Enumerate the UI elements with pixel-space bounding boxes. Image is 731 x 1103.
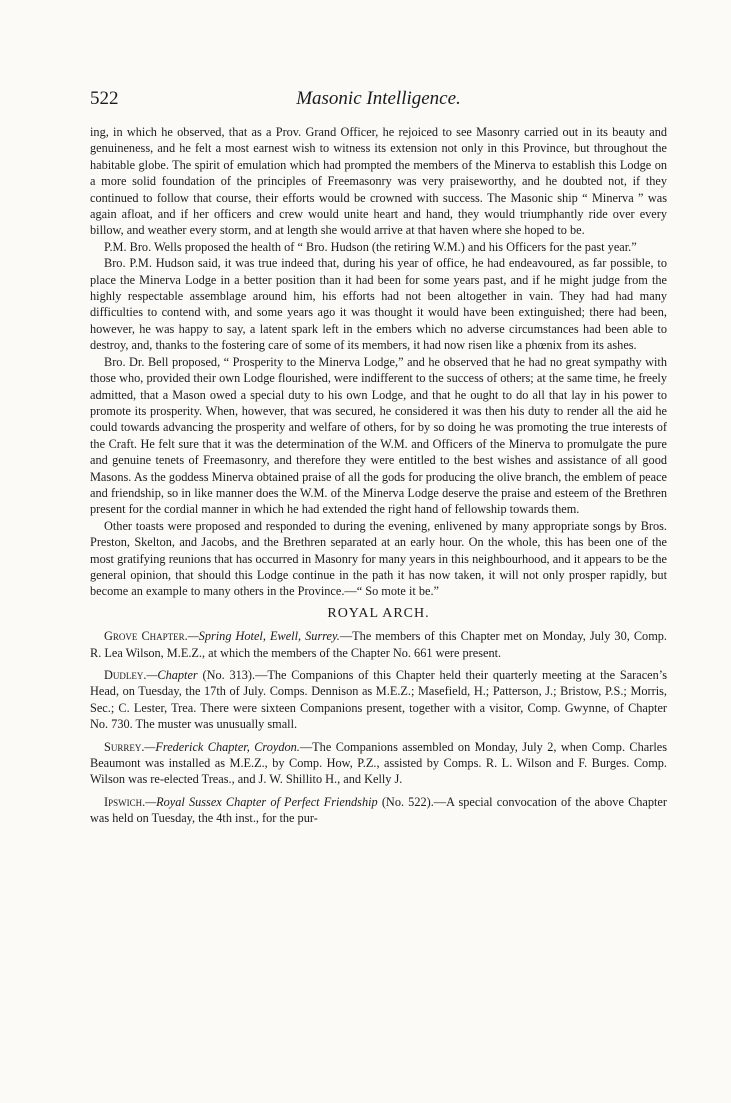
chapter-place: Surrey. [104,739,145,754]
page-number: 522 [90,88,119,109]
chapter-report-ipswich [90,794,667,827]
chapter-report-dudley [90,667,667,733]
chapter-text: (No. 313).—The Companions of this Chapter held their quarterly meeting at the Saracen’s Head, on Tuesday, the 17th of July. Comps. Dennison as M.E.Z.; Masefield, H.; Patterson, J.; Bristow, P.S.; Morris, Sec.; C. Lester, Trea. There were sixteen Companions present, together with a visitor, Comp. Gwynne, of Chapter No. 730. The muster was unusually small. [90,668,667,732]
chapter-text: —The members of this Chapter met on Monday, July 30, Comp. R. Lea Wilson, M.E.Z., at which the members of the Chapter No. 661 were present. [90,629,667,660]
article-body [90,124,667,827]
chapter-text: (No. 522).—A special convocation of the above Chapter was held on Tuesday, the 4th inst., for the pur- [90,794,667,826]
paragraph-continued: ing, in which he observed, that as a Prov. Grand Officer, he rejoiced to see Masonry carried out in its beauty and genuineness, and he felt a most earnest wish to witness its extension not only in this Province, but throughout the habitable globe. The spirit of emulation which had prompted the members of the Minerva to establish this Lodge on a more solid foundation of the principles of Freemasonry was very praiseworthy, and he doubted not, if they continued to follow that course, their efforts would be crowned with success. The Masonic ship “ Minerva ” was again afloat, and if her officers and crew would unite heart and hand, they would triumphantly ride over every billow, and weather every storm, and at length she would arrive at that haven where she hoped to be. [90,125,667,238]
running-title: Masonic Intelligence. [296,88,461,109]
chapter-name: —Royal Sussex Chapter of Perfect Friendship [145,794,378,809]
chapter-name: —Spring Hotel, Ewell, Surrey. [187,629,340,644]
paragraph-wells-toast: P.M. Bro. Wells proposed the health of “ Bro. Hudson (the retiring W.M.) and his Officers for the past year.” [104,239,637,254]
chapter-report-grove [90,628,667,661]
chapter-name: —Frederick Chapter, Croydon. [144,739,300,754]
chapter-place: Ipswich. [104,794,146,809]
chapter-place: Grove Chapter. [104,629,188,644]
chapter-name: —Chapter [146,668,198,682]
section-heading-royal-arch: ROYAL ARCH. [327,605,430,621]
chapter-report-surrey [90,739,667,788]
chapter-place: Dudley. [104,668,147,682]
paragraph-other-toasts: Other toasts were proposed and responded to during the evening, enlivened by many appropriate songs by Bros. Preston, Skelton, and Jacobs, and the Brethren separated at an early hour. On the whole, this has been one of the most gratifying reunions that has occurred in Masonry for many years in this neighbourhood, and it appears to be the general opinion, that should this Lodge continue in the path it has now taken, it will not only prosper rapidly, but become an example to many others in the Province.—“ So mote it be.” [90,518,667,599]
running-head [90,88,667,114]
chapter-text: —The Companions assembled on Monday, July 2, when Comp. Charles Beaumont was installed as M.E.Z., by Comp. How, P.Z., assisted by Comps. R. L. Wilson and F. Burges. Comp. Wilson was re-elected Treas., and J. W. Shillito H., and Kelly J. [90,739,667,787]
paragraph-bell-toast: Bro. Dr. Bell proposed, “ Prosperity to the Minerva Lodge,” and he observed that he had no great sympathy with those who, provided their own Lodge flourished, were indifferent to the success of others; at the same time, he freely admitted, that a Mason owed a special duty to his own Lodge, and that he ought to do all that lay in his power to promote its prosperity. When, however, that was secured, he considered it was then his duty to render all the aid he could towards advancing the prosperity and welfare of others, for by so doing he was promoting the true interests of the Craft. He felt sure that it was the determination of the W.M. and Officers of the Minerva to promulgate the pure and genuine tenets of Freemasonry, and therefore they were entitled to the best wishes and assistance of all good Masons. As the goddess Minerva obtained praise of all the gods for producing the olive branch, the emblem of peace and friendship, so in like manner does the W.M. of the Minerva Lodge deserve the praise and esteem of the Brethren present for the cordial manner in which he had extended the right hand of fellowship towards them. [90,354,667,517]
paragraph-hudson-reply: Bro. P.M. Hudson said, it was true indeed that, during his year of office, he had endeavoured, as far possible, to place the Minerva Lodge in a better position than it had been for some years past, and if he might judge from the highly respectable assemblage around him, his efforts had not been altogether in vain. They had had many difficulties to contend with, and some years ago it was thought it would have been extinguished; there had been, however, he was happy to say, a latent spark left in the embers which no adverse circumstances had been able to destroy, and, thanks to the fostering care of some of its members, it had now risen like a phœnix from its ashes. [90,256,667,353]
